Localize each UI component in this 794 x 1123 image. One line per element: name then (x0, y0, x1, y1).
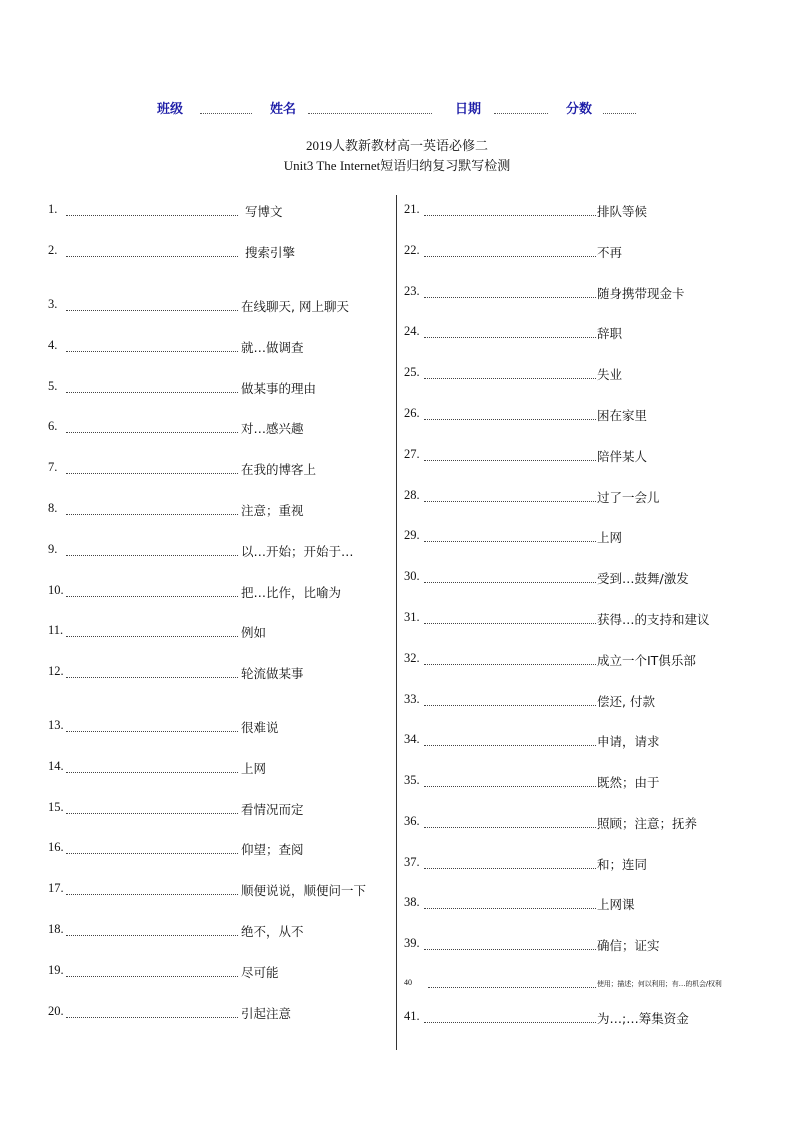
question-item (404, 610, 774, 628)
item-meaning: 很难说 (241, 720, 279, 735)
question-item (48, 297, 388, 315)
item-meaning: 顺便说说，顺便问一下 (241, 883, 367, 898)
score-label: 分数 (566, 102, 593, 117)
question-item (48, 460, 388, 478)
item-meaning: 在线聊天, 网上聊天 (241, 299, 349, 314)
item-number: 10. (48, 583, 64, 597)
item-number: 11. (48, 623, 64, 637)
answer-blank[interactable] (66, 677, 238, 678)
question-item (404, 732, 774, 750)
item-number: 33. (404, 692, 420, 706)
item-number: 8. (48, 501, 58, 515)
question-item (48, 501, 388, 519)
answer-blank[interactable] (66, 596, 238, 597)
answer-blank[interactable] (424, 501, 596, 502)
question-item (48, 419, 388, 437)
item-number: 13. (48, 718, 64, 732)
item-meaning: 和；连同 (597, 857, 648, 872)
answer-blank[interactable] (424, 541, 596, 542)
item-number: 24. (404, 324, 420, 338)
item-meaning: 以…开始；开始于… (241, 544, 354, 559)
question-item (48, 664, 388, 682)
question-item (404, 895, 774, 913)
item-meaning: 上网 (597, 530, 623, 545)
question-item (48, 881, 388, 899)
question-item (404, 243, 774, 261)
question-item (404, 488, 774, 506)
item-number: 7. (48, 460, 58, 474)
question-item (404, 202, 774, 220)
item-number: 21. (404, 202, 420, 216)
answer-blank[interactable] (428, 987, 596, 988)
item-meaning: 随身携带现金卡 (597, 286, 685, 301)
item-number: 25. (404, 365, 420, 379)
question-item (404, 814, 774, 832)
item-meaning: 为…;…筹集资金 (597, 1011, 689, 1026)
item-meaning: 轮流做某事 (241, 666, 304, 681)
item-meaning: 困在家里 (597, 408, 648, 423)
answer-blank[interactable] (424, 949, 596, 950)
item-meaning: 过了一会儿 (597, 490, 660, 505)
score-blank[interactable] (603, 113, 636, 114)
answer-blank[interactable] (424, 215, 596, 216)
item-number: 16. (48, 840, 64, 854)
question-item (404, 406, 774, 424)
item-number: 3. (48, 297, 58, 311)
answer-blank[interactable] (424, 1022, 596, 1023)
item-meaning: 做某事的理由 (241, 381, 317, 396)
item-meaning: 例如 (241, 625, 267, 640)
answer-blank[interactable] (66, 514, 238, 515)
item-number: 26. (404, 406, 420, 420)
item-meaning: 搜索引擎 (245, 245, 296, 260)
answer-blank[interactable] (424, 419, 596, 420)
item-number: 9. (48, 542, 58, 556)
question-item (48, 1004, 388, 1022)
question-item (404, 773, 774, 791)
answer-blank[interactable] (66, 473, 238, 474)
item-number: 38. (404, 895, 420, 909)
item-meaning: 在我的博客上 (241, 462, 317, 477)
answer-blank[interactable] (424, 256, 596, 257)
item-meaning: 成立一个IT俱乐部 (597, 653, 696, 668)
question-item (48, 963, 388, 981)
question-item (404, 569, 774, 587)
answer-blank[interactable] (424, 378, 596, 379)
answer-blank[interactable] (66, 976, 238, 977)
question-item (404, 692, 774, 710)
question-item (48, 922, 388, 940)
answer-blank[interactable] (66, 310, 238, 311)
item-number: 5. (48, 379, 58, 393)
item-meaning: 注意；重视 (241, 503, 304, 518)
item-number: 31. (404, 610, 420, 624)
item-meaning: 排队等候 (597, 204, 648, 219)
question-item (404, 1009, 774, 1027)
item-meaning: 申请，请求 (597, 734, 660, 749)
item-meaning: 偿还, 付款 (597, 694, 655, 709)
class-blank[interactable] (200, 113, 252, 114)
question-item (404, 365, 774, 383)
item-number: 30. (404, 569, 420, 583)
item-number: 18. (48, 922, 64, 936)
column-divider (396, 195, 397, 1050)
question-item (48, 623, 388, 641)
answer-blank[interactable] (424, 868, 596, 869)
item-number: 29. (404, 528, 420, 542)
answer-blank[interactable] (424, 664, 596, 665)
question-item (48, 379, 388, 397)
question-item (48, 759, 388, 777)
answer-blank[interactable] (66, 813, 238, 814)
item-number: 6. (48, 419, 58, 433)
answer-blank[interactable] (66, 1017, 238, 1018)
item-number: 12. (48, 664, 64, 678)
question-item (48, 840, 388, 858)
question-item (404, 284, 774, 302)
answer-blank[interactable] (66, 636, 238, 637)
question-item (404, 974, 774, 992)
item-number: 20. (48, 1004, 64, 1018)
answer-blank[interactable] (424, 337, 596, 338)
question-item (404, 528, 774, 546)
name-label: 姓名 (270, 102, 297, 117)
header-row (0, 98, 794, 118)
item-number: 4. (48, 338, 58, 352)
answer-blank[interactable] (66, 432, 238, 433)
item-meaning: 绝不，从不 (241, 924, 304, 939)
item-number: 28. (404, 488, 420, 502)
item-meaning: 不再 (597, 245, 623, 260)
item-number: 15. (48, 800, 64, 814)
item-meaning: 上网 (241, 761, 267, 776)
question-item (48, 583, 388, 601)
answer-blank[interactable] (424, 745, 596, 746)
item-meaning: 照顾；注意；抚养 (597, 816, 698, 831)
item-meaning: 确信；证实 (597, 938, 660, 953)
answer-blank[interactable] (424, 297, 596, 298)
answer-blank[interactable] (66, 894, 238, 895)
answer-blank[interactable] (424, 786, 596, 787)
question-item (48, 800, 388, 818)
item-meaning: 受到…鼓舞/激发 (597, 571, 689, 586)
question-item (404, 447, 774, 465)
item-number: 32. (404, 651, 420, 665)
answer-blank[interactable] (66, 731, 238, 732)
question-item (48, 542, 388, 560)
question-item (48, 338, 388, 356)
answer-blank[interactable] (66, 351, 238, 352)
item-number: 22. (404, 243, 420, 257)
item-number: 36. (404, 814, 420, 828)
item-meaning: 使用；描述；何以利用；有…的机会/权利 (597, 980, 722, 988)
answer-blank[interactable] (66, 215, 238, 216)
question-item (48, 243, 388, 261)
item-number: 41. (404, 1009, 420, 1023)
item-meaning: 尽可能 (241, 965, 279, 980)
item-number: 34. (404, 732, 420, 746)
title-line-1: 2019人教新教材高一英语必修二 (305, 138, 488, 153)
item-meaning: 获得…的支持和建议 (597, 612, 710, 627)
item-meaning: 失业 (597, 367, 623, 382)
item-meaning: 对…感兴趣 (241, 421, 304, 436)
name-blank[interactable] (308, 113, 432, 114)
answer-blank[interactable] (424, 623, 596, 624)
item-number: 2. (48, 243, 58, 257)
class-label: 班级 (157, 102, 184, 117)
item-number: 39. (404, 936, 420, 950)
answer-blank[interactable] (424, 908, 596, 909)
item-number: 37. (404, 855, 420, 869)
date-blank[interactable] (494, 113, 548, 114)
question-item (404, 855, 774, 873)
question-item (48, 718, 388, 736)
question-item (48, 202, 388, 220)
item-meaning: 就…做调查 (241, 340, 304, 355)
item-meaning: 陪伴某人 (597, 449, 648, 464)
item-number: 35. (404, 773, 420, 787)
item-meaning: 辞职 (597, 326, 623, 341)
answer-blank[interactable] (424, 827, 596, 828)
item-meaning: 引起注意 (241, 1006, 292, 1021)
item-number: 40 (404, 978, 412, 987)
item-meaning: 上网课 (597, 897, 635, 912)
date-label: 日期 (455, 102, 482, 117)
answer-blank[interactable] (66, 392, 238, 393)
item-meaning: 仰望；查阅 (241, 842, 304, 857)
answer-blank[interactable] (66, 555, 238, 556)
item-meaning: 把…比作，比喻为 (241, 585, 342, 600)
answer-blank[interactable] (66, 853, 238, 854)
answer-blank[interactable] (66, 772, 238, 773)
item-number: 17. (48, 881, 64, 895)
item-number: 27. (404, 447, 420, 461)
item-meaning: 既然；由于 (597, 775, 660, 790)
answer-blank[interactable] (424, 705, 596, 706)
item-number: 19. (48, 963, 64, 977)
question-item (404, 324, 774, 342)
item-meaning: 看情况而定 (241, 802, 304, 817)
question-item (404, 936, 774, 954)
item-meaning: 写博文 (245, 204, 283, 219)
answer-blank[interactable] (66, 935, 238, 936)
answer-blank[interactable] (424, 582, 596, 583)
answer-blank[interactable] (424, 460, 596, 461)
item-number: 23. (404, 284, 420, 298)
item-number: 1. (48, 202, 58, 216)
item-number: 14. (48, 759, 64, 773)
title-line-2: Unit3 The Internet短语归纳复习默写检测 (283, 158, 511, 173)
answer-blank[interactable] (66, 256, 238, 257)
question-item (404, 651, 774, 669)
